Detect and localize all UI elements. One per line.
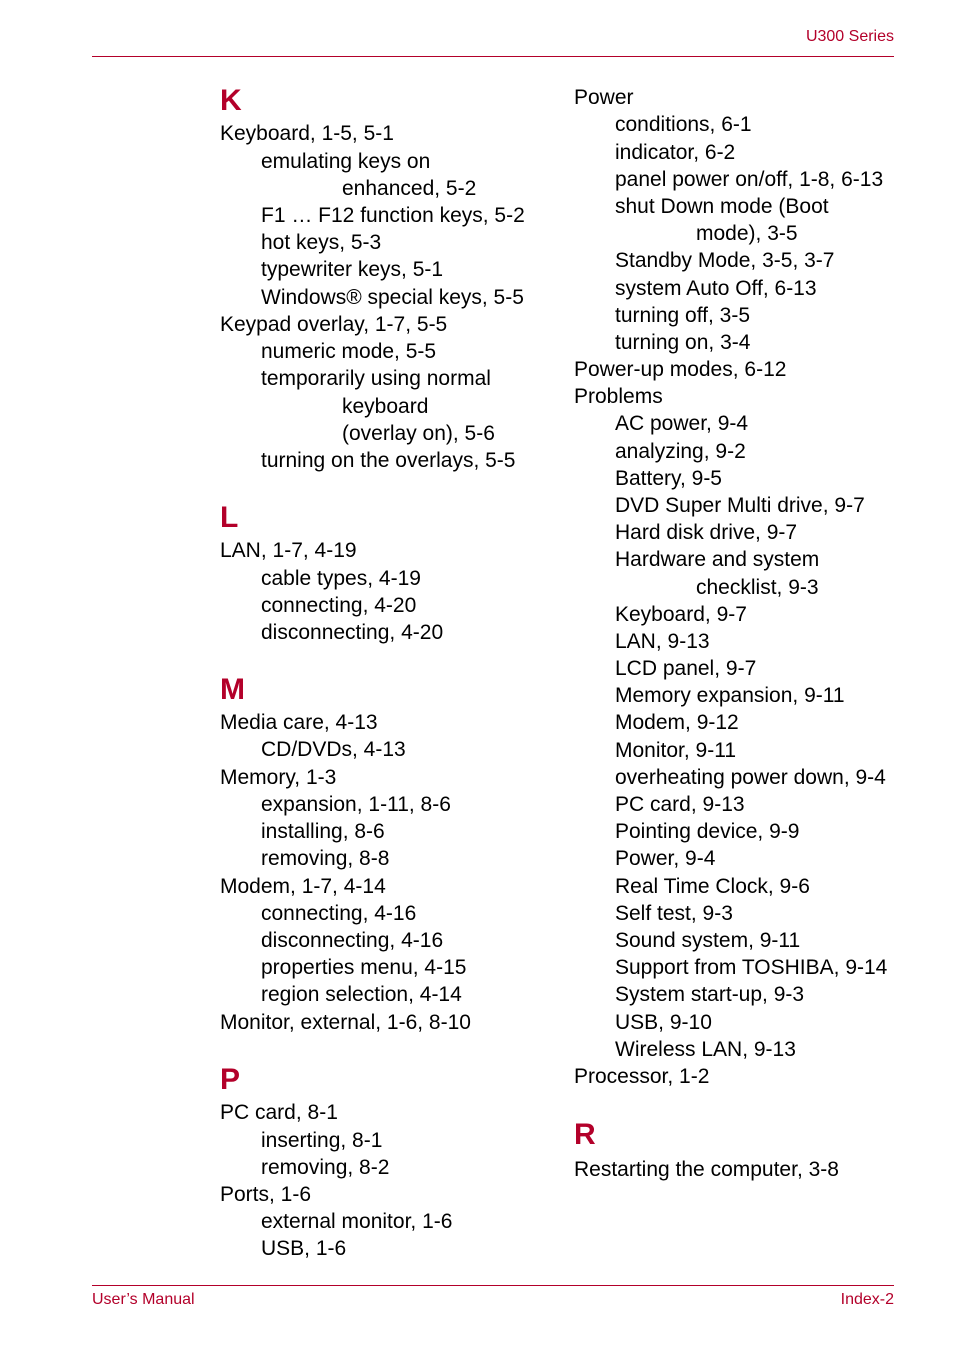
index-subentry: inserting, 8-1	[261, 1129, 383, 1152]
index-subentry: expansion, 1-11, 8-6	[261, 793, 451, 816]
index-subentry: Self test, 9-3	[615, 902, 733, 925]
header-rule	[92, 56, 894, 57]
index-subentry-continued: (overlay on), 5-6	[342, 422, 495, 445]
index-entry: Processor, 1-2	[574, 1065, 710, 1088]
index-heading-l: L	[220, 501, 239, 534]
index-subentry: conditions, 6-1	[615, 113, 752, 136]
index-subentry: CD/DVDs, 4-13	[261, 738, 406, 761]
index-subentry: panel power on/off, 1-8, 6-13	[615, 168, 884, 191]
index-subentry-continued: keyboard	[342, 395, 429, 418]
index-entry: Monitor, external, 1-6, 8-10	[220, 1011, 471, 1034]
index-subentry: turning on, 3-4	[615, 331, 751, 354]
index-subentry: temporarily using normal	[261, 367, 491, 390]
index-entry: PC card, 8-1	[220, 1101, 338, 1124]
index-subentry: Hardware and system	[615, 548, 820, 571]
index-entry: Keypad overlay, 1-7, 5-5	[220, 313, 448, 336]
index-entry: Power-up modes, 6-12	[574, 358, 787, 381]
index-heading-p: P	[220, 1063, 241, 1096]
index-subentry: Support from TOSHIBA, 9-14	[615, 956, 888, 979]
index-subentry: Pointing device, 9-9	[615, 820, 800, 843]
index-subentry: Sound system, 9-11	[615, 929, 801, 952]
header-series: U300 Series	[805, 28, 894, 45]
index-heading-k: K	[220, 84, 242, 117]
index-subentry: connecting, 4-20	[261, 594, 417, 617]
index-entry: Modem, 1-7, 4-14	[220, 875, 386, 898]
index-entry: Problems	[574, 385, 663, 408]
index-subentry: Wireless LAN, 9-13	[615, 1038, 796, 1061]
index-subentry: LCD panel, 9-7	[615, 657, 757, 680]
index-subentry: Keyboard, 9-7	[615, 603, 747, 626]
index-subentry: Memory expansion, 9-11	[615, 684, 845, 707]
index-subentry: shut Down mode (Boot	[615, 195, 829, 218]
index-subentry: typewriter keys, 5-1	[261, 258, 444, 281]
index-heading-r: R	[574, 1118, 596, 1151]
index-subentry: external monitor, 1-6	[261, 1210, 453, 1233]
index-entry: Restarting the computer, 3-8	[574, 1158, 839, 1181]
index-subentry: Hard disk drive, 9-7	[615, 521, 798, 544]
index-subentry: Windows® special keys, 5-5	[261, 286, 524, 309]
index-subentry: F1 … F12 function keys, 5-2	[261, 204, 525, 227]
index-entry: Keyboard, 1-5, 5-1	[220, 122, 394, 145]
index-subentry: disconnecting, 4-16	[261, 929, 444, 952]
index-subentry: emulating keys on	[261, 150, 431, 173]
index-subentry: indicator, 6-2	[615, 141, 736, 164]
index-subentry: System start-up, 9-3	[615, 983, 805, 1006]
index-subentry: numeric mode, 5-5	[261, 340, 437, 363]
index-subentry-continued: enhanced, 5-2	[342, 177, 477, 200]
index-subentry: Power, 9-4	[615, 847, 716, 870]
index-subentry: properties menu, 4-15	[261, 956, 467, 979]
index-subentry: USB, 1-6	[261, 1237, 347, 1260]
index-subentry: turning off, 3-5	[615, 304, 751, 327]
index-subentry: turning on the overlays, 5-5	[261, 449, 516, 472]
index-subentry: Real Time Clock, 9-6	[615, 875, 810, 898]
index-subentry: Monitor, 9-11	[615, 739, 737, 762]
index-subentry: system Auto Off, 6-13	[615, 277, 817, 300]
index-subentry: cable types, 4-19	[261, 567, 421, 590]
index-entry: LAN, 1-7, 4-19	[220, 539, 357, 562]
index-entry: Memory, 1-3	[220, 766, 337, 789]
index-heading-m: M	[220, 673, 245, 706]
footer-page-number: Index-2	[840, 1291, 894, 1308]
index-subentry: PC card, 9-13	[615, 793, 745, 816]
index-entry: Power	[574, 86, 634, 109]
index-subentry: disconnecting, 4-20	[261, 621, 444, 644]
index-subentry: LAN, 9-13	[615, 630, 710, 653]
index-subentry: removing, 8-8	[261, 847, 390, 870]
index-subentry: overheating power down, 9-4	[615, 766, 886, 789]
index-subentry-continued: checklist, 9-3	[696, 576, 819, 599]
index-entry: Media care, 4-13	[220, 711, 378, 734]
index-subentry: AC power, 9-4	[615, 412, 749, 435]
index-subentry: removing, 8-2	[261, 1156, 390, 1179]
index-subentry: installing, 8-6	[261, 820, 385, 843]
footer-rule	[92, 1285, 894, 1286]
index-subentry: analyzing, 9-2	[615, 440, 746, 463]
index-subentry: Battery, 9-5	[615, 467, 722, 490]
index-entry: Ports, 1-6	[220, 1183, 312, 1206]
footer-manual-title: User’s Manual	[92, 1291, 195, 1308]
index-subentry-continued: mode), 3-5	[696, 222, 798, 245]
index-subentry: connecting, 4-16	[261, 902, 417, 925]
index-subentry: Standby Mode, 3-5, 3-7	[615, 249, 835, 272]
index-subentry: DVD Super Multi drive, 9-7	[615, 494, 865, 517]
index-subentry: USB, 9-10	[615, 1011, 712, 1034]
index-subentry: region selection, 4-14	[261, 983, 462, 1006]
index-subentry: Modem, 9-12	[615, 711, 739, 734]
index-subentry: hot keys, 5-3	[261, 231, 382, 254]
